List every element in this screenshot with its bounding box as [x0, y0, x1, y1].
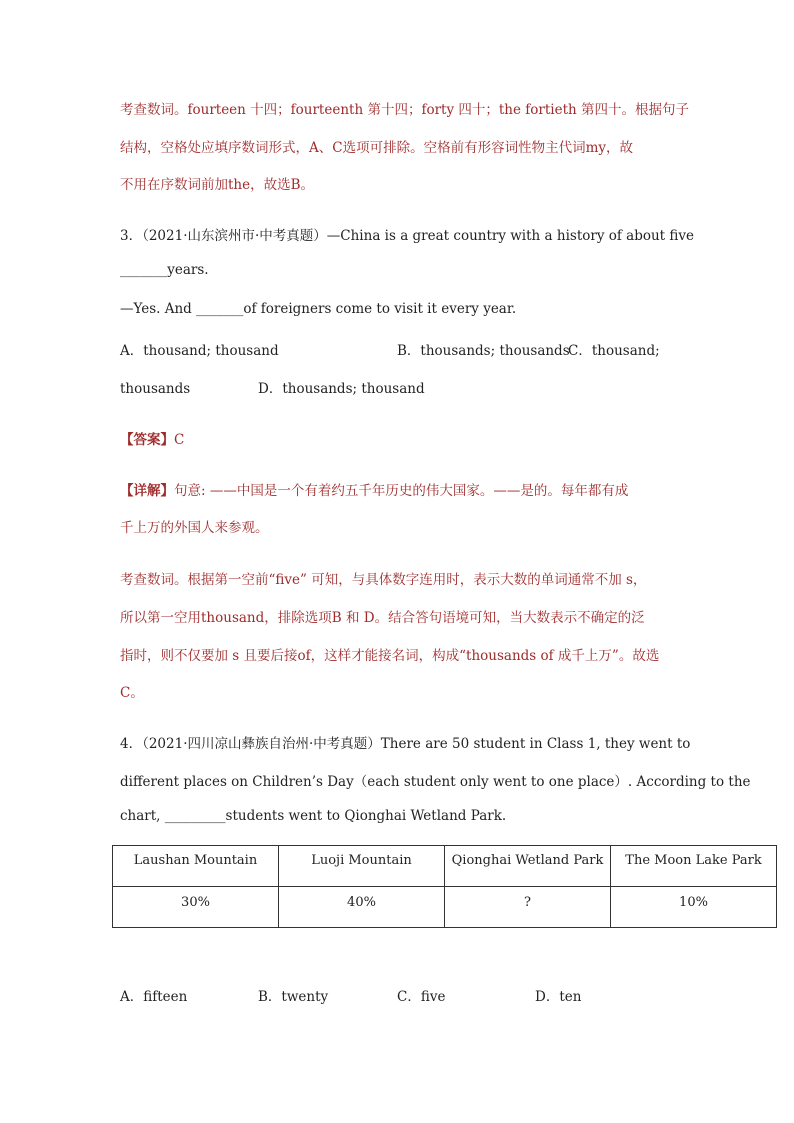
q3-option-c: C．thousand;	[568, 343, 660, 359]
table-value-cell: ?	[445, 887, 611, 928]
q4-stem-line-1: 4．（2021·四川凉山彝族自治州·中考真题）There are 50 student in Class 1, they went to	[120, 736, 691, 752]
q4-stem-line-2: different places on Children’s Day（each student only went to one place）. According to the	[120, 774, 751, 790]
q3-stem-line-3: —Yes. And _______of foreigners come to visit it every year.	[120, 301, 517, 317]
q4-option-b: B．twenty	[258, 989, 329, 1005]
q3-explanation-line-3: 指时，则不仅要加 s 且要后接of，这样才能接名词，构成“thousands of 成千上万”。故选	[120, 648, 660, 664]
prev-explanation-line-1: 考查数词。fourteen 十四；fourteenth 第十四；forty 四十；the fortieth 第四十。根据句子	[120, 102, 689, 118]
table-header-cell: Qionghai Wetland Park	[445, 846, 611, 887]
q3-explanation-line-1: 考查数词。根据第一空前“five” 可知，与具体数字连用时，表示大数的单词通常不加 s，	[120, 572, 647, 588]
q3-answer	[120, 431, 184, 449]
q3-detail-line-1	[120, 482, 628, 500]
q3-stem-line-1: 3．（2021·山东滨州市·中考真题）—China is a great country with a history of about five	[120, 228, 695, 244]
detail-label: 【详解】	[120, 483, 174, 499]
table-value-cell: 30%	[113, 887, 279, 928]
table-header-cell: The Moon Lake Park	[611, 846, 777, 887]
q3-option-d: D．thousands; thousand	[258, 381, 425, 397]
prev-explanation-line-2: 结构，空格处应填序数词形式，A、C选项可排除。空格前有形容词性物主代词my，故	[120, 140, 634, 156]
q4-option-d: D．ten	[535, 989, 582, 1005]
table-header-cell: Laushan Mountain	[113, 846, 279, 887]
table-value-cell: 40%	[279, 887, 445, 928]
answer-value: C	[174, 432, 185, 448]
q4-option-c: C．five	[397, 989, 446, 1005]
table-value-row	[113, 887, 777, 928]
detail-text: 句意: ——中国是一个有着约五千年历史的伟大国家。——是的。每年都有成	[174, 483, 629, 499]
q3-option-a: A．thousand; thousand	[120, 343, 279, 359]
q3-explanation-line-2: 所以第一空用thousand，排除选项B 和 D。结合答句语境可知，当大数表示不确定的泛	[120, 610, 645, 626]
table-value-cell: 10%	[611, 887, 777, 928]
table-header-cell: Luoji Mountain	[279, 846, 445, 887]
table-header-row	[113, 846, 777, 887]
answer-label: 【答案】	[120, 432, 174, 448]
q3-detail-line-2: 千上万的外国人来参观。	[120, 520, 269, 536]
q4-option-a: A．fifteen	[120, 989, 188, 1005]
q3-explanation-line-4: C。	[120, 685, 144, 701]
park-percentage-table	[112, 845, 777, 928]
prev-explanation-line-3: 不用在序数词前加the，故选B。	[120, 177, 315, 193]
q4-stem-line-3: chart, _________students went to Qionghai Wetland Park.	[120, 808, 507, 824]
q3-option-b: B．thousands; thousands	[397, 343, 570, 359]
q3-stem-line-2: _______years.	[120, 262, 209, 278]
q3-option-c-continued: thousands	[120, 381, 191, 397]
